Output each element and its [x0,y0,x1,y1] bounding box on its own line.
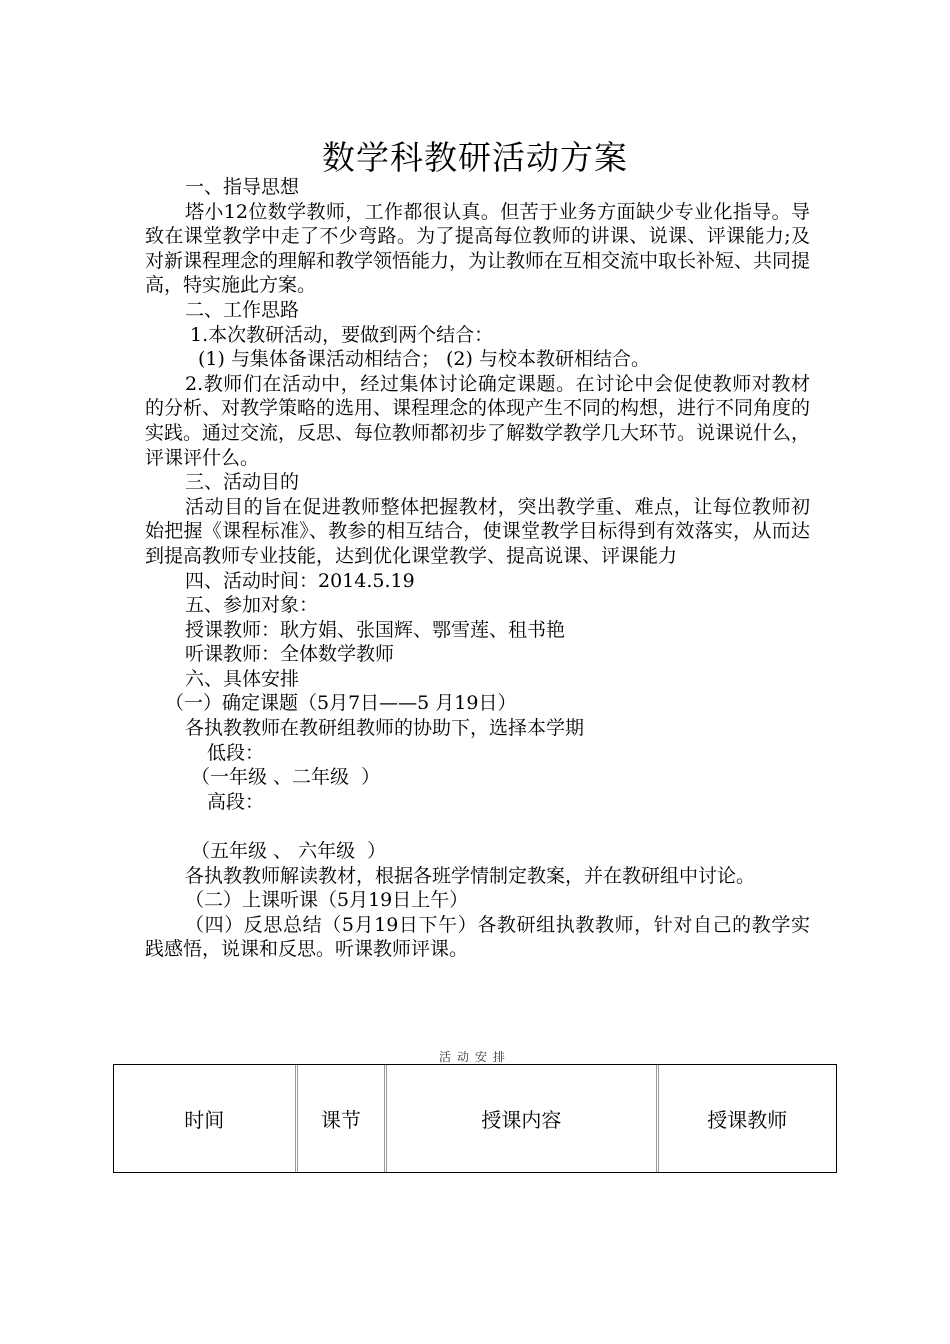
blank-line [145,814,810,839]
arrangement-part-1-body: 各执教教师在教研组教师的协助下，选择本学期 [185,717,585,740]
arrangement-part-4: （四）反思总结（5月19日下午）各教研组执教教师，针对自己的教学实践感悟，说课和反思。听课教师评课。 [145,913,810,961]
paragraph-purpose: 活动目的旨在促进教师整体把握教材，突出教学重、难点，让每位教师初始把握《课程标准》、教参的相互结合，使课堂教学目标得到有效落实，从而达到提高教师专业技能，达到优化课堂教学、提高说课、评课能力 [145,495,810,567]
section-heading-guiding-ideology: 一、指导思想 [185,176,300,198]
section-heading-participants: 五、参加对象： [185,594,319,617]
section-heading-time: 四、活动时间：2014.5.19 [185,569,415,592]
arrangement-part-2: （二）上课听课（5月19日上午） [185,889,469,912]
section-heading-arrangement: 六、具体安排 [185,667,300,690]
listening-teachers: 听课教师：全体数学教师 [185,643,395,666]
document-body [145,175,810,962]
schedule-table [113,1064,837,1173]
paragraph-guiding-ideology: 塔小12位数学教师，工作都很认真。但苦于业务方面缺少专业化指导。导致在课堂教学中走了不少弯路。为了提高每位教师的讲课、说课、评课能力;及对新课程理念的理解和教学领悟能力，为让教师在互相交流中取长补短、共同提高，特实施此方案。 [145,200,811,297]
arrangement-part-1-body-2: 各执教教师解读教材，根据各班学情制定教案，并在教研组中讨论。 [185,864,756,887]
high-grade-label: 高段： [207,790,265,813]
low-grade-label: 低段： [207,741,265,764]
arrangement-part-1-heading: （一）确定课题（5月7日——5 月19日） [165,692,517,715]
high-grade-detail: （五年级 、 六年级 ） [191,840,387,863]
table-header-teacher: 授课教师 [656,1065,837,1172]
section-heading-work-approach: 二、工作思路 [185,298,300,321]
table-caption: 活动安排 [438,1050,511,1064]
document-title: 数学科教研活动方案 [322,138,628,177]
table-header-time: 时间 [184,1108,225,1132]
table-header-content: 授课内容 [384,1065,655,1172]
table-header-period: 课节 [295,1065,385,1172]
work-approach-item-2: 2.教师们在活动中，经过集体讨论确定课题。在讨论中会促使教师对教材的分析、对教学策略的选用、课程理念的体现产生不同的构想，进行不同角度的实践。通过交流，反思、每位教师都初步了解数学教学几大环节。说课说什么，评课评什么。 [145,372,811,469]
work-approach-item-1-detail: (1) 与集体备课活动相结合； (2) 与校本教研相结合。 [198,348,650,371]
work-approach-item-1: 1.本次教研活动，要做到两个结合： [190,323,494,346]
section-heading-purpose: 三、活动目的 [185,471,300,494]
teaching-teachers: 授课教师：耿方娟、张国辉、鄂雪莲、租书艳 [185,618,566,641]
low-grade-detail: （一年级 、二年级 ） [191,766,381,789]
